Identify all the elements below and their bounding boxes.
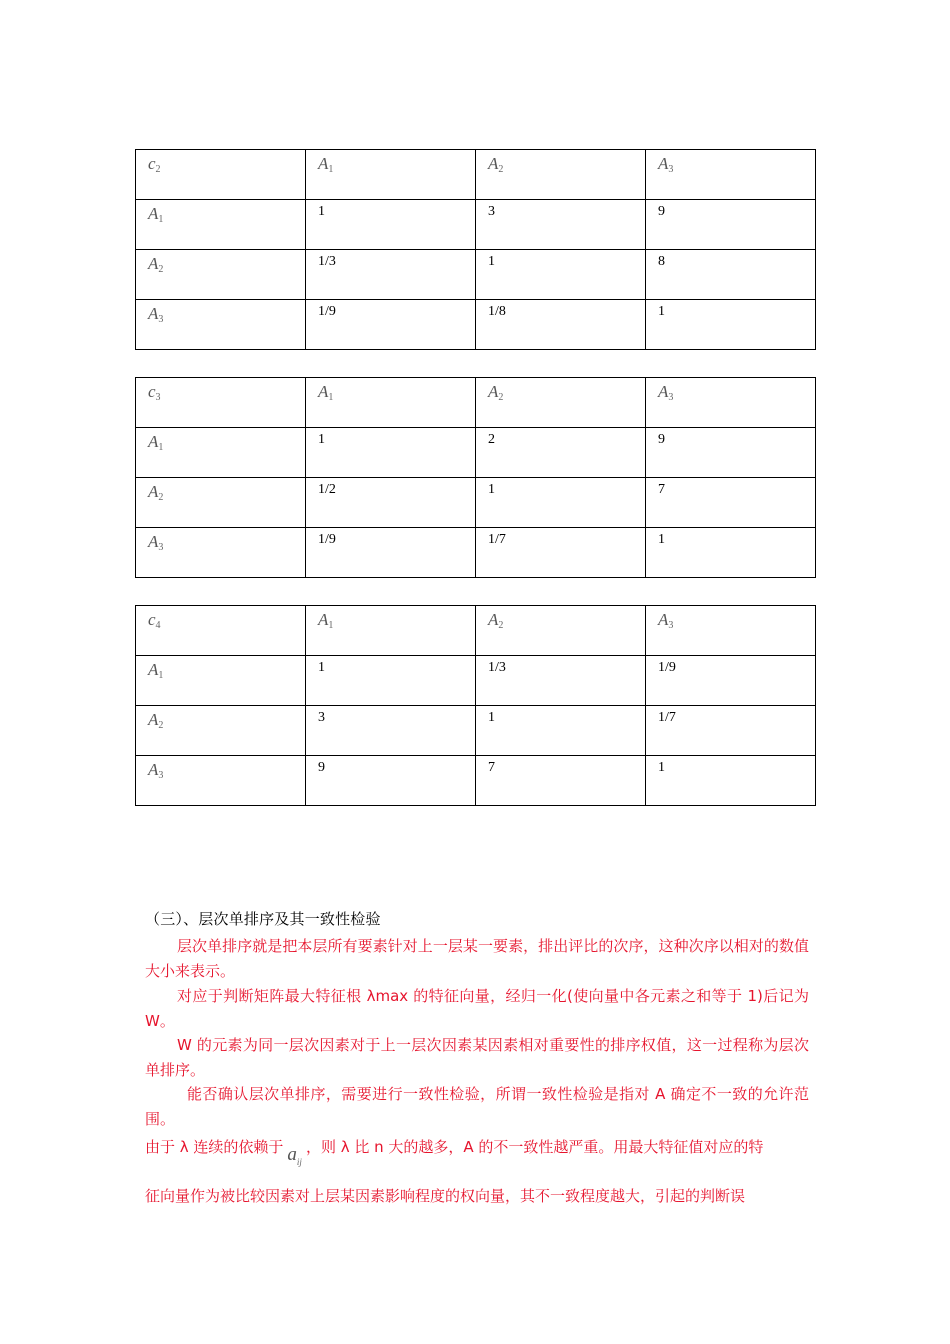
paragraph-lambda-after: ，则 λ 比 n 大的越多，A 的不一致性越严重。用最大特征值对应的特 bbox=[305, 1138, 764, 1156]
judgment-matrix-c3 bbox=[135, 377, 816, 578]
column-header: $A_2$ bbox=[476, 606, 646, 656]
matrix-cell: 1/9 bbox=[306, 300, 476, 350]
row-header: $A_1$ bbox=[136, 656, 306, 706]
matrix-cell: 1 bbox=[646, 528, 816, 578]
table-row bbox=[136, 756, 816, 806]
matrix-cell: 1/7 bbox=[646, 706, 816, 756]
paragraph-weight-vector: 征向量作为被比较因素对上层某因素影响程度的权向量，其不一致程度越大，引起的判断误 bbox=[145, 1187, 746, 1205]
matrix-cell: 1/7 bbox=[476, 528, 646, 578]
column-header: $A_1$ bbox=[306, 378, 476, 428]
table-row bbox=[136, 200, 816, 250]
column-header: $A_1$ bbox=[306, 606, 476, 656]
matrix-cell: 1 bbox=[646, 300, 816, 350]
aij-symbol: $a_{ij}$ bbox=[287, 1144, 302, 1167]
matrix-cell: 3 bbox=[476, 200, 646, 250]
matrix-corner-label: $c_4$ bbox=[136, 606, 306, 656]
matrix-cell: 9 bbox=[306, 756, 476, 806]
matrix-cell: 9 bbox=[646, 200, 816, 250]
table-row bbox=[136, 428, 816, 478]
matrix-cell: 1/9 bbox=[306, 528, 476, 578]
table-row bbox=[136, 706, 816, 756]
matrix-header-row bbox=[136, 606, 816, 656]
column-header: $A_2$ bbox=[476, 150, 646, 200]
table-row bbox=[136, 300, 816, 350]
paragraph-lambda bbox=[145, 1134, 809, 1167]
matrix-cell: 3 bbox=[306, 706, 476, 756]
matrix-cell: 1/3 bbox=[306, 250, 476, 300]
paragraph-eigenvector: 对应于判断矩阵最大特征根 λmax 的特征向量，经归一化(使向量中各元素之和等于 1)后记为 W。 bbox=[145, 987, 809, 1030]
matrix-corner-label: $c_2$ bbox=[136, 150, 306, 200]
matrix-cell: 9 bbox=[646, 428, 816, 478]
matrix-cell: 1 bbox=[306, 428, 476, 478]
row-header: $A_3$ bbox=[136, 528, 306, 578]
row-header: $A_1$ bbox=[136, 428, 306, 478]
matrix-cell: 1/2 bbox=[306, 478, 476, 528]
matrix-cell: 1/9 bbox=[646, 656, 816, 706]
matrix-cell: 1 bbox=[646, 756, 816, 806]
table-row bbox=[136, 250, 816, 300]
column-header: $A_3$ bbox=[646, 150, 816, 200]
matrix-cell: 7 bbox=[646, 478, 816, 528]
table-row bbox=[136, 656, 816, 706]
matrix-cell: 1 bbox=[476, 478, 646, 528]
column-header: $A_1$ bbox=[306, 150, 476, 200]
matrix-header-row bbox=[136, 378, 816, 428]
row-header: $A_1$ bbox=[136, 200, 306, 250]
matrix-cell: 2 bbox=[476, 428, 646, 478]
table-row bbox=[136, 528, 816, 578]
matrix-cell: 1 bbox=[476, 250, 646, 300]
matrix-cell: 8 bbox=[646, 250, 816, 300]
row-header: $A_2$ bbox=[136, 478, 306, 528]
column-header: $A_2$ bbox=[476, 378, 646, 428]
matrix-cell: 7 bbox=[476, 756, 646, 806]
row-header: $A_3$ bbox=[136, 300, 306, 350]
row-header: $A_3$ bbox=[136, 756, 306, 806]
matrix-corner-label: $c_3$ bbox=[136, 378, 306, 428]
paragraph-weights: W 的元素为同一层次因素对于上一层次因素某因素相对重要性的排序权值，这一过程称为层次单排序。 bbox=[145, 1036, 809, 1079]
table-row bbox=[136, 478, 816, 528]
paragraph-consistency: 能否确认层次单排序，需要进行一致性检验，所谓一致性检验是指对 A 确定不一致的允许范围。 bbox=[145, 1085, 809, 1128]
row-header: $A_2$ bbox=[136, 706, 306, 756]
judgment-matrix-c2 bbox=[135, 149, 816, 350]
section-heading: （三）、层次单排序及其一致性检验 bbox=[145, 910, 381, 928]
matrix-header-row bbox=[136, 150, 816, 200]
paragraph-definition: 层次单排序就是把本层所有要素针对上一层某一要素，排出评比的次序，这种次序以相对的数值大小来表示。 bbox=[145, 937, 809, 980]
column-header: $A_3$ bbox=[646, 606, 816, 656]
matrix-cell: 1/8 bbox=[476, 300, 646, 350]
paragraph-lambda-before: 由于 λ 连续的依赖于 bbox=[145, 1138, 284, 1156]
column-header: $A_3$ bbox=[646, 378, 816, 428]
judgment-matrix-c4 bbox=[135, 605, 816, 806]
matrix-cell: 1 bbox=[476, 706, 646, 756]
matrix-cell: 1 bbox=[306, 656, 476, 706]
row-header: $A_2$ bbox=[136, 250, 306, 300]
matrix-cell: 1/3 bbox=[476, 656, 646, 706]
matrix-cell: 1 bbox=[306, 200, 476, 250]
